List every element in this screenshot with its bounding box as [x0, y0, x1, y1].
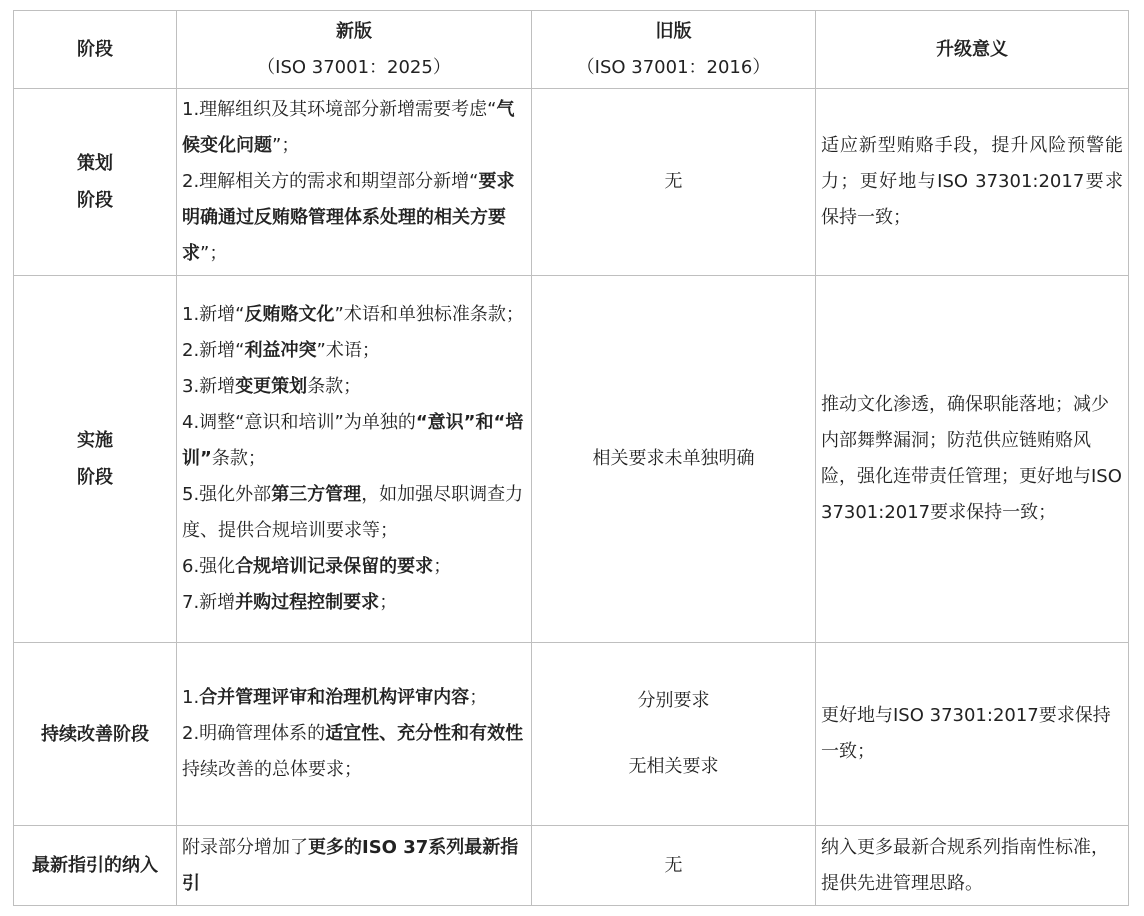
header-stage: 阶段: [14, 11, 177, 89]
header-meaning: 升级意义: [816, 11, 1129, 89]
header-old-sub: （ISO 37001：2016）: [576, 56, 771, 78]
new-item: 3.新增变更策划条款；: [182, 376, 362, 397]
header-new-sub: （ISO 37001：2025）: [257, 56, 451, 78]
meaning-cell: 推动文化渗透，确保职能落地；减少内部舞弊漏洞；防范供应链贿赂风险，强化连带责任管理；更好地与ISO 37301:2017要求保持一致；: [816, 276, 1129, 643]
new-version-cell: [177, 826, 532, 906]
new-version-cell: [177, 89, 532, 276]
table-row-improvement: [14, 643, 1129, 826]
stage-label-line1: 策划: [77, 153, 113, 174]
meaning-cell: 适应新型贿赂手段，提升风险预警能力；更好地与ISO 37301:2017要求保持一致；: [816, 89, 1129, 276]
old-version-cell: [532, 643, 816, 826]
new-item: 附录部分增加了更多的ISO 37系列最新指引: [182, 836, 519, 894]
table-row-planning: [14, 89, 1129, 276]
header-old-version: [532, 11, 816, 89]
old-item-2: 无相关要求: [628, 756, 719, 777]
header-new-title: 新版: [336, 20, 372, 42]
new-item: 5.强化外部第三方管理，如加强尽职调查力度、提供合规培训要求等；: [182, 484, 524, 541]
new-item: 7.新增并购过程控制要求；: [182, 592, 398, 613]
header-new-version: [177, 11, 532, 89]
header-row: [14, 11, 1129, 89]
new-version-cell: [177, 643, 532, 826]
comparison-table: [13, 10, 1129, 906]
meaning-cell: 纳入更多最新合规系列指南性标准，提供先进管理思路。: [816, 826, 1129, 906]
stage-label-line1: 实施: [77, 430, 113, 451]
new-item: 1.理解组织及其环境部分新增需要考虑“气候变化问题”；: [182, 99, 515, 156]
new-item: 1.新增“反贿赂文化”术语和单独标准条款；: [182, 304, 524, 325]
new-item: 6.强化合规培训记录保留的要求；: [182, 556, 452, 577]
stage-label-line2: 阶段: [77, 467, 113, 488]
stage-cell: [14, 276, 177, 643]
new-item: 2.理解相关方的需求和期望部分新增“要求明确通过反贿赂管理体系处理的相关方要求”；: [182, 171, 515, 264]
old-version-cell: 无: [532, 826, 816, 906]
stage-label-line2: 阶段: [77, 190, 113, 211]
table-row-implementation: [14, 276, 1129, 643]
stage-cell: [14, 89, 177, 276]
old-version-cell: 相关要求未单独明确: [532, 276, 816, 643]
new-item: 4.调整“意识和培训”为单独的“意识”和“培训”条款；: [182, 412, 524, 469]
stage-cell: 持续改善阶段: [14, 643, 177, 826]
new-item: 2.明确管理体系的适宜性、充分性和有效性持续改善的总体要求；: [182, 723, 524, 780]
old-item-1: 分别要求: [637, 690, 710, 711]
new-version-cell: [177, 276, 532, 643]
table-row-guidance: [14, 826, 1129, 906]
header-old-title: 旧版: [655, 20, 692, 42]
stage-cell: 最新指引的纳入: [14, 826, 177, 906]
meaning-cell: 更好地与ISO 37301:2017要求保持一致；: [816, 643, 1129, 826]
new-item: 1.合并管理评审和治理机构评审内容；: [182, 687, 488, 708]
old-version-cell: 无: [532, 89, 816, 276]
new-item: 2.新增“利益冲突”术语；: [182, 340, 380, 361]
